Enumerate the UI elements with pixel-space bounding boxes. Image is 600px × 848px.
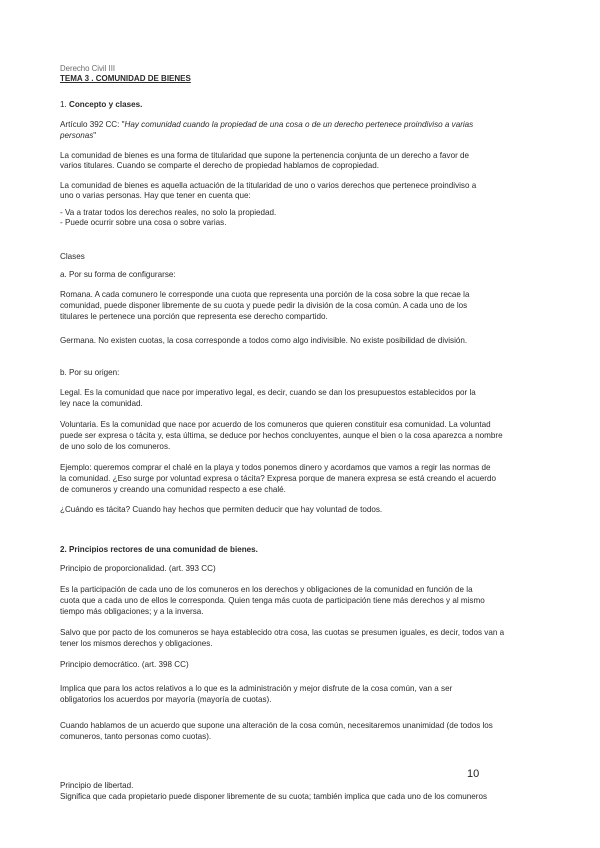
paragraph-line: titulares le pertenece una porción que representa ese derecho compartido. — [60, 312, 328, 321]
subject-header: Derecho Civil III — [60, 64, 116, 73]
article-quote-text2: personas — [60, 131, 94, 140]
paragraph-line: puede ser expresa o tácita y, esta última, se deduce por hechos concluyentes, aunque el bien o la cosa aparezca a nombre — [60, 431, 503, 440]
section1-number: 1. — [60, 100, 69, 109]
principle-title: Principio de proporcionalidad. (art. 393 CC) — [60, 564, 216, 573]
paragraph-line: Romana. A cada comunero le corresponde una cuota que representa una porción de la cosa sobre la que recae la — [60, 290, 470, 299]
paragraph-line: Salvo que por pacto de los comuneros se haya establecido otra cosa, las cuotas se presumen iguales, es decir, todos van a — [60, 628, 505, 637]
paragraph-line: comuneros, tanto personas como cuotas). — [60, 732, 212, 741]
section1-title: Concepto y clases. — [69, 100, 143, 109]
paragraph-line: tener los mismos derechos y obligaciones. — [60, 639, 213, 648]
principle-title: Principio democrático. (art. 398 CC) — [60, 660, 189, 669]
paragraph-line: uno o varias personas. Hay que tener en cuenta que: — [60, 191, 251, 200]
page-number: 10 — [467, 768, 480, 780]
list-item: - Va a tratar todos los derechos reales, no solo la propiedad. — [60, 208, 277, 217]
article-label: Artículo 392 CC: " — [60, 120, 125, 129]
subheading-b: b. Por su origen: — [60, 368, 120, 377]
paragraph-line: Germana. No existen cuotas, la cosa corresponde a todos como algo indivisible. No existe posibilidad de división. — [60, 336, 468, 345]
paragraph-line: La comunidad de bienes es aquella actuación de la titularidad de uno o varios derechos que pertenece proindiviso a — [60, 181, 477, 190]
article-quote-end: " — [93, 131, 97, 140]
paragraph-line: de comuneros y creando una comunidad respecto a ese chalé. — [60, 485, 286, 494]
paragraph-line: Ejemplo: queremos comprar el chalé en la playa y todos ponemos dinero y acordamos que vamos a regir las normas de — [60, 463, 491, 472]
paragraph-line: comunidad, puede disponer libremente de su cuota y puede pedir la división de la cosa común. A cada uno de los — [60, 301, 468, 310]
paragraph-line: la comunidad. ¿Eso surge por voluntad expresa o tácita? Expresa porque de manera expresa se está creando el acuerdo — [60, 474, 496, 483]
paragraph-line: ley nace la comunidad. — [60, 399, 143, 408]
section2-heading: 2. Principios rectores de una comunidad de bienes. — [60, 545, 258, 554]
article-quote-line2 — [60, 131, 96, 142]
paragraph-line: La comunidad de bienes es una forma de titularidad que supone la pertenencia conjunta de un derecho a favor de — [60, 151, 470, 160]
paragraph-line: ¿Cuándo es tácita? Cuando hay hechos que permiten deducir que hay voluntad de todos. — [60, 505, 383, 514]
section1-heading — [60, 100, 142, 111]
list-item: - Puede ocurrir sobre una cosa o sobre varias. — [60, 218, 227, 227]
clases-heading: Clases — [60, 252, 85, 261]
subheading-a: a. Por su forma de configurarse: — [60, 270, 176, 279]
article-quote-line1 — [60, 120, 473, 131]
paragraph-line: varios titulares. Cuando se comparte el derecho de propiedad hablamos de copropiedad. — [60, 161, 380, 170]
paragraph-line: Es la participación de cada uno de los comuneros en los derechos y obligaciones de la comunidad en función de la — [60, 585, 473, 594]
paragraph-line: Implica que para los actos relativos a lo que es la administración y mejor disfrute de la cosa común, van a ser — [60, 684, 453, 693]
paragraph-line: de uno solo de los comuneros. — [60, 442, 171, 451]
paragraph-line: Voluntaria. Es la comunidad que nace por acuerdo de los comuneros que quieren constituir esa comunidad. La voluntad — [60, 420, 491, 429]
paragraph-line: Significa que cada propietario puede disponer libremente de su cuota; también implica que cada uno de los comuneros — [60, 792, 487, 801]
paragraph-line: cuota que a cada uno de ellos le corresponda. Quien tenga más cuota de participación tiene más derechos y al mismo — [60, 596, 485, 605]
document-title: TEMA 3 . COMUNIDAD DE BIENES — [60, 74, 191, 83]
article-quote-text: Hay comunidad cuando la propiedad de una cosa o de un derecho pertenece proindiviso a varias — [124, 120, 474, 129]
paragraph-line: tiempo más obligaciones; y a la inversa. — [60, 607, 204, 616]
paragraph-line: Cuando hablamos de un acuerdo que supone una alteración de la cosa común, necesitaremos unanimidad (de todos los — [60, 721, 493, 730]
principle-title: Principio de libertad. — [60, 781, 134, 790]
paragraph-line: Legal. Es la comunidad que nace por imperativo legal, es decir, cuando se dan los presupuestos establecidos por la — [60, 388, 476, 397]
paragraph-line: obligatorios los acuerdos por mayoría (mayoría de cuotas). — [60, 695, 272, 704]
